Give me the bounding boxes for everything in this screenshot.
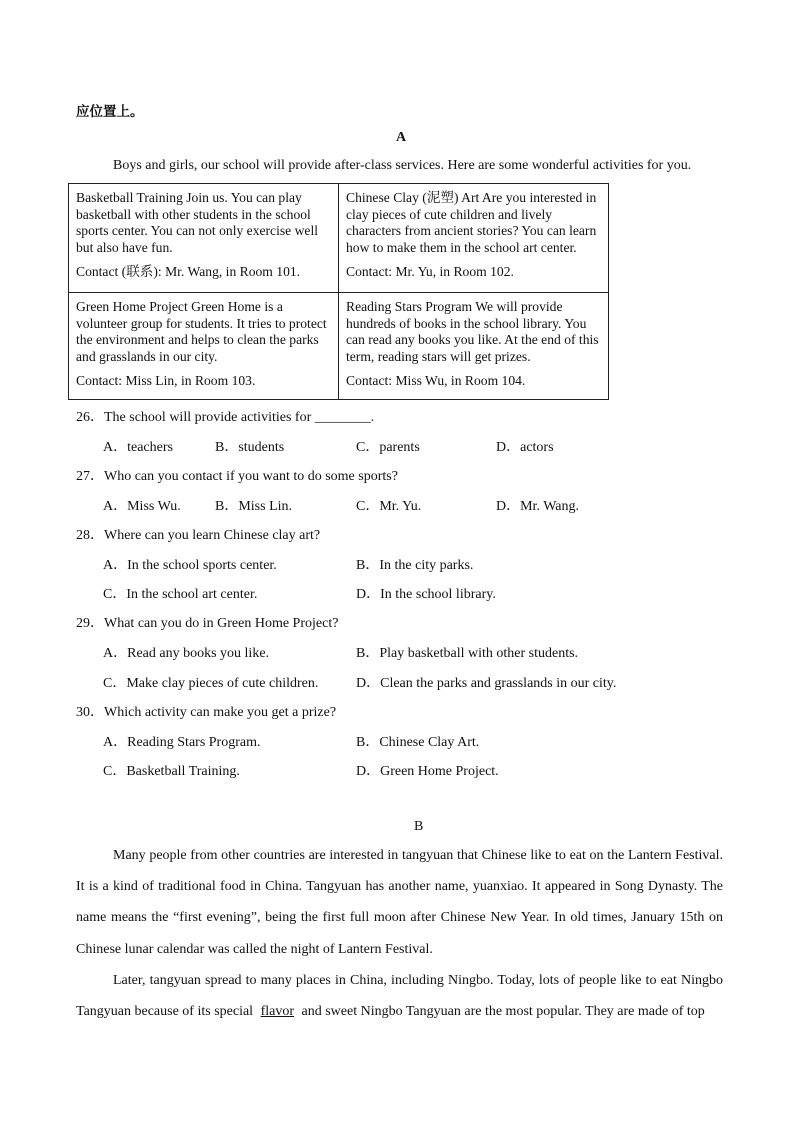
question-26 xyxy=(76,406,374,426)
activity-contact: Contact: Miss Lin, in Room 103. xyxy=(76,373,256,388)
activity-description: Basketball Training Join us. You can play basketball with other students in the school sports center. You can not only exercise well but also have fun. xyxy=(76,190,318,255)
paragraph-text: and sweet Ningbo Tangyuan are the most popular. They are made of top xyxy=(301,1004,705,1020)
option-28-c[interactable]: C．In the school art center. xyxy=(103,587,258,602)
option-29-c[interactable]: C．Make clay pieces of cute children. xyxy=(103,676,319,691)
question-number: 26． xyxy=(76,410,104,425)
option-27-b[interactable]: B．Miss Lin. xyxy=(215,499,293,514)
question-stem: Who can you contact if you want to do some sports? xyxy=(104,469,398,484)
option-26-c[interactable]: C．parents xyxy=(356,440,420,455)
option-30-d[interactable]: D．Green Home Project. xyxy=(356,764,499,779)
instruction-tail: 应位置上。 xyxy=(76,104,144,120)
option-27-c[interactable]: C．Mr. Yu. xyxy=(356,499,422,514)
question-number: 30． xyxy=(76,705,104,720)
question-stem: Where can you learn Chinese clay art? xyxy=(104,528,321,543)
section-a-intro: Boys and girls, our school will provide after-class services. Here are some wonderful activities for you. xyxy=(113,158,692,173)
section-b-paragraph-1: Many people from other countries are interested in tangyuan that Chinese like to eat on the Lantern Festival. It is a kind of traditional food in China. Tangyuan has another name, yuanxiao. It appeared in Song Dynasty. The name means the “first evening”, being the first full moon after Chinese New Year. In old times, January 15th on Chinese lunar calendar was called the night of Lantern Festival. xyxy=(76,848,723,957)
question-number: 27． xyxy=(76,469,104,484)
question-28 xyxy=(76,524,320,544)
activity-card-green-home xyxy=(69,293,339,400)
question-30 xyxy=(76,701,336,721)
option-26-d[interactable]: D．actors xyxy=(496,440,554,455)
activity-description: Green Home Project Green Home is a volunteer group for students. It tries to protect the environment and helps to clean the parks and grasslands in our city. xyxy=(76,299,327,364)
option-29-d[interactable]: D．Clean the parks and grasslands in our city. xyxy=(356,676,617,691)
activity-description: Chinese Clay (泥塑) Art Are you interested in clay pieces of cute children and lively characters from ancient stories? You can learn how to make them in the school art center. xyxy=(346,190,597,255)
question-number: 29． xyxy=(76,616,104,631)
underlined-word: flavor xyxy=(260,1004,295,1020)
option-28-b[interactable]: B．In the city parks. xyxy=(356,558,474,573)
question-number: 28． xyxy=(76,528,104,543)
option-26-a[interactable]: A．teachers xyxy=(103,440,173,455)
paragraph-text: Later, tangyuan spread to many places in China, including Ningbo. Today, lots of people like to eat Ningbo Tangyuan because of its special xyxy=(76,973,723,1020)
option-26-b[interactable]: B．students xyxy=(215,440,285,455)
activity-card-reading-stars xyxy=(339,293,609,400)
option-28-d[interactable]: D．In the school library. xyxy=(356,587,496,602)
activity-description: Reading Stars Program We will provide hundreds of books in the school library. You can read any books you like. At the end of this term, reading stars will get prizes. xyxy=(346,299,599,364)
question-27 xyxy=(76,465,398,485)
activity-contact: Contact: Mr. Yu, in Room 102. xyxy=(346,264,514,279)
activity-contact: Contact: Miss Wu, in Room 104. xyxy=(346,373,526,388)
option-28-a[interactable]: A．In the school sports center. xyxy=(103,558,277,573)
section-b-paragraph-2 xyxy=(76,965,723,1027)
question-stem: The school will provide activities for ________. xyxy=(104,410,375,425)
question-stem: Which activity can make you get a prize? xyxy=(104,705,337,720)
option-30-c[interactable]: C．Basketball Training. xyxy=(103,764,240,779)
option-29-b[interactable]: B．Play basketball with other students. xyxy=(356,646,579,661)
section-b-title: B xyxy=(414,819,424,834)
option-30-b[interactable]: B．Chinese Clay Art. xyxy=(356,735,480,750)
activities-table xyxy=(68,183,609,400)
activity-card-basketball xyxy=(69,184,339,293)
option-29-a[interactable]: A．Read any books you like. xyxy=(103,646,270,661)
activity-contact: Contact (联系): Mr. Wang, in Room 101. xyxy=(76,264,301,279)
activity-card-clay-art xyxy=(339,184,609,293)
option-27-a[interactable]: A．Miss Wu. xyxy=(103,499,181,514)
question-stem: What can you do in Green Home Project? xyxy=(104,616,339,631)
question-29 xyxy=(76,612,338,632)
section-a-title: A xyxy=(396,130,407,145)
option-27-d[interactable]: D．Mr. Wang. xyxy=(496,499,580,514)
option-30-a[interactable]: A．Reading Stars Program. xyxy=(103,735,261,750)
